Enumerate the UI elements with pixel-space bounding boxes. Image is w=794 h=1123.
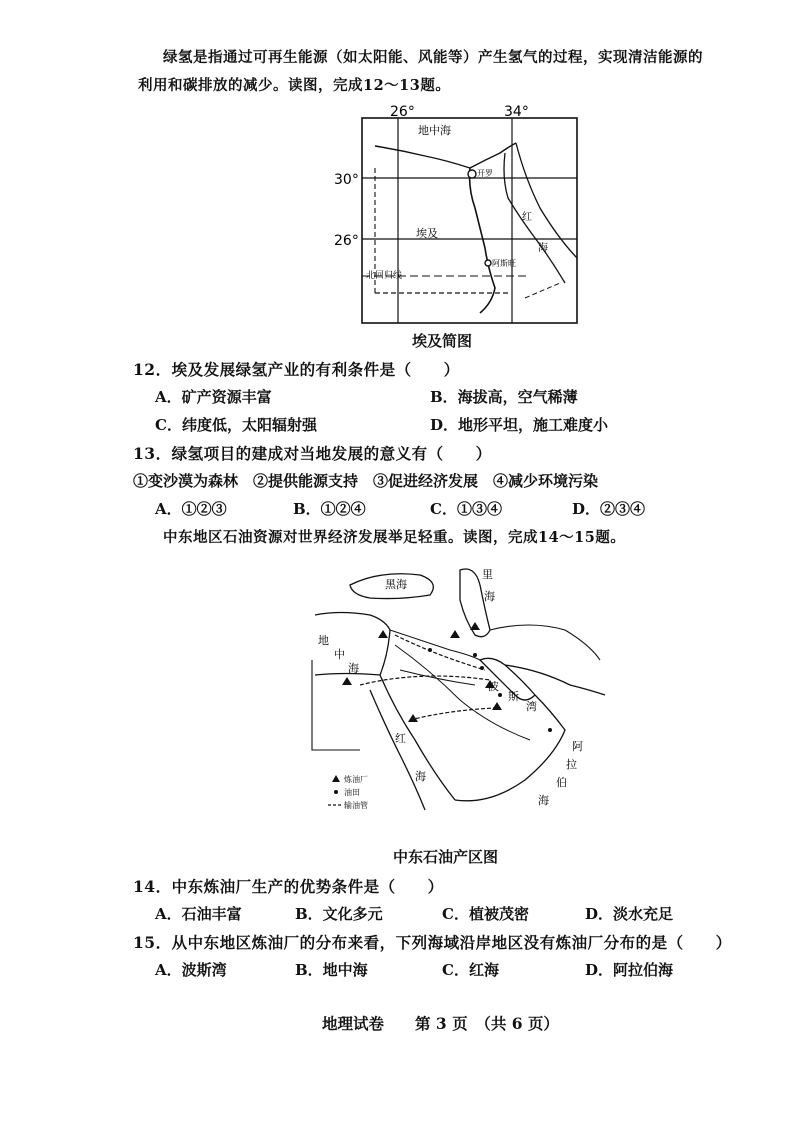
q13-items: ①变沙漠为森林 ②提供能源支持 ③促进经济发展 ④减少环境污染: [133, 472, 599, 490]
map2-med-3: 海: [348, 662, 359, 675]
legend-refinery-label: 炼油厂: [344, 775, 368, 784]
legend-refinery-icon: [332, 775, 340, 782]
refinery-icon: [492, 702, 502, 710]
intro-paragraph-1-cont: [138, 72, 728, 100]
refinery-icon: [450, 630, 460, 638]
q14-stem: 14．中东炼油厂生产的优势条件是（ ）: [133, 877, 444, 896]
map2-caption: 中东石油产区图: [393, 848, 499, 866]
refinery-icon: [470, 622, 480, 630]
map1-city-aswan: 阿斯旺: [492, 259, 516, 268]
map1-red-sea-char-2: 海: [538, 243, 548, 254]
q15-option-d[interactable]: D．阿拉伯海: [585, 961, 674, 979]
map2-med-1: 地: [318, 634, 329, 647]
legend-pipeline-label: 输油管: [344, 801, 368, 810]
q12-option-a[interactable]: A．矿产资源丰富: [155, 388, 272, 406]
cairo-marker-icon: [468, 170, 476, 178]
q12-stem: 12．埃及发展绿氢产业的有利条件是（ ）: [133, 360, 460, 379]
intro-1-line-1: 绿氢是指通过可再生能源（如太阳能、风能等）产生氢气的过程，实现清洁能源的: [163, 49, 703, 66]
q14-option-d[interactable]: D．淡水充足: [585, 905, 674, 923]
map2-arabian-4: 海: [538, 794, 549, 807]
oilfield-icon: [480, 666, 484, 670]
q15-option-b[interactable]: B．地中海: [295, 961, 368, 979]
map1-left-label-26: 26°: [334, 233, 359, 249]
map1-left-label-30: 30°: [334, 172, 359, 188]
q15-option-c[interactable]: C．红海: [442, 961, 499, 979]
legend-oilfield-icon: [334, 790, 338, 794]
map2-caspian-2: 海: [484, 590, 495, 603]
egypt-map: [330, 98, 590, 333]
q14-option-c[interactable]: C．植被茂密: [442, 905, 529, 923]
q15-option-a[interactable]: A．波斯湾: [155, 961, 227, 979]
map1-top-label-26: 26°: [390, 104, 415, 120]
legend-oilfield-label: 油田: [344, 788, 360, 797]
map2-caspian-1: 里: [482, 568, 493, 581]
oilfield-icon: [548, 728, 552, 732]
map1-tropic-label: 北回归线: [366, 271, 403, 281]
q13-option-b[interactable]: B．①②④: [293, 500, 366, 518]
middle-east-map: [300, 560, 610, 835]
q15-stem: 15．从中东地区炼油厂的分布来看，下列海域沿岸地区没有炼油厂分布的是（ ）: [133, 933, 732, 952]
map2-gulf-3: 湾: [526, 700, 537, 713]
map2-red-2: 海: [415, 770, 426, 783]
map2-black-sea: 黑海: [385, 578, 407, 591]
q13-option-a[interactable]: A．①②③: [155, 500, 227, 518]
map2-arabian-2: 拉: [566, 758, 577, 771]
map2-arabian-1: 阿: [572, 740, 583, 753]
map1-top-label-34: 34°: [504, 104, 529, 120]
intro-paragraph-1: [163, 44, 753, 72]
map2-med-2: 中: [334, 648, 345, 661]
map1-country-label: 埃及: [416, 227, 438, 240]
page-footer: 地理试卷 第 3 页 （共 6 页）: [322, 1014, 559, 1033]
map2-arabian-3: 伯: [556, 776, 567, 789]
map2-gulf-1: 波: [488, 680, 499, 693]
map2-red-1: 红: [395, 732, 406, 745]
map2-gulf-2: 斯: [508, 690, 519, 703]
map1-red-sea-char-1: 红: [522, 212, 532, 223]
oilfield-icon: [473, 653, 477, 657]
q12-option-b[interactable]: B．海拔高，空气稀薄: [430, 388, 578, 406]
intro-paragraph-2: 中东地区石油资源对世界经济发展举足轻重。读图，完成14～15题。: [163, 529, 626, 546]
aswan-marker-icon: [485, 260, 491, 266]
q14-option-a[interactable]: A．石油丰富: [155, 905, 242, 923]
q12-option-d[interactable]: D．地形平坦，施工难度小: [430, 416, 609, 434]
intro-1-line-2: 利用和碳排放的减少。读图，完成12～13题。: [138, 77, 451, 94]
q12-option-c[interactable]: C．纬度低，太阳辐射强: [155, 416, 317, 434]
oilfield-icon: [428, 648, 432, 652]
map1-city-cairo: 开罗: [477, 169, 493, 178]
q13-option-c[interactable]: C．①③④: [430, 500, 502, 518]
map1-sea-label: 地中海: [418, 124, 451, 137]
map1-caption: 埃及简图: [412, 332, 473, 350]
refinery-icon: [378, 630, 388, 638]
map2-legend: [328, 774, 368, 810]
q13-option-d[interactable]: D．②③④: [572, 500, 646, 518]
refinery-icon: [342, 677, 352, 685]
oilfield-icon: [498, 693, 502, 697]
q14-option-b[interactable]: B．文化多元: [295, 905, 383, 923]
q13-stem: 13．绿氢项目的建成对当地发展的意义有（ ）: [133, 444, 492, 463]
